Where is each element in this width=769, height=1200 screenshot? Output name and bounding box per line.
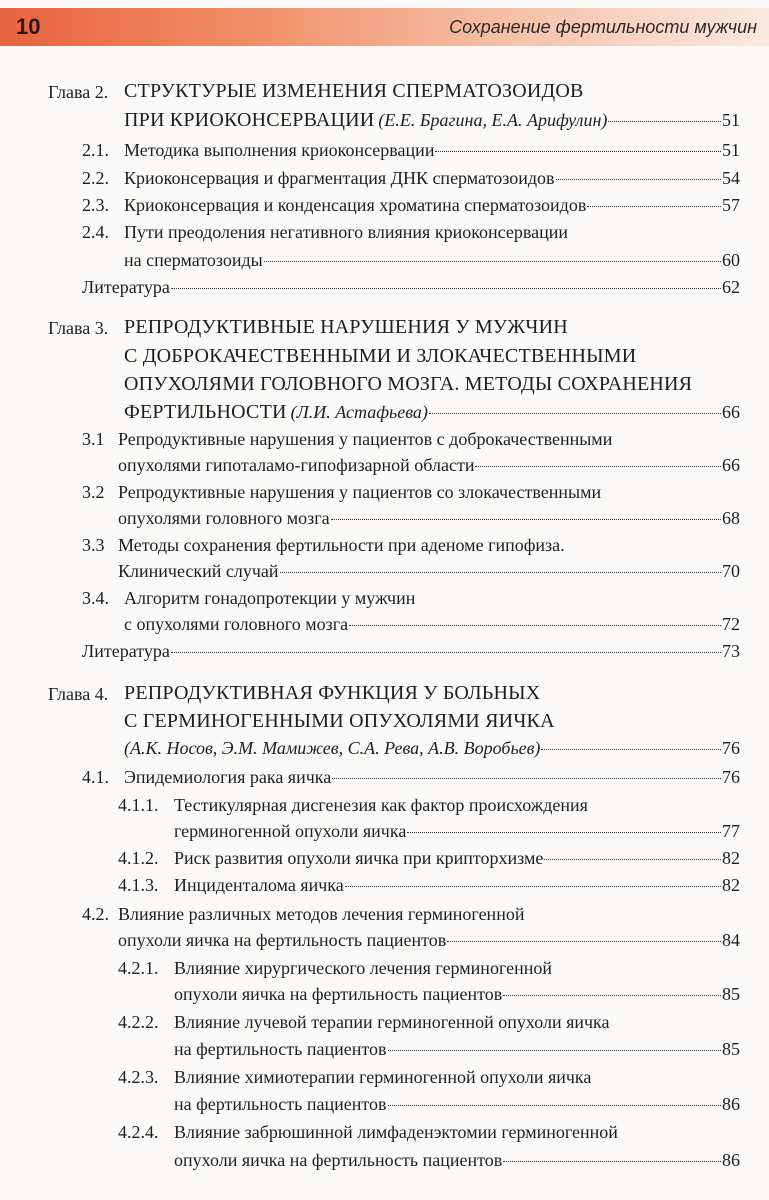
page-number: 10	[16, 14, 41, 39]
page-ref: 51	[722, 110, 740, 130]
chapter-3-authors: (Л.И. Астафьева)	[290, 402, 428, 422]
toc-entry-3-1-cont[interactable]: опухолями гипоталамо-гипофизарной области 66	[118, 455, 740, 475]
chapter-2-authors: (Е.Е. Брагина, Е.А. Арифулин)	[378, 110, 608, 130]
toc-entry-4-2-4-cont[interactable]: опухоли яичка на фертильность пациентов 86	[174, 1150, 740, 1170]
toc-entry-4-1-2[interactable]: 4.1.2. Риск развития опухоли яичка при крипторхизме 82	[118, 848, 740, 868]
chapter-2-title-line1[interactable]: СТРУКТУРЫЕ ИЗМЕНЕНИЯ СПЕРМАТОЗОИДОВ	[124, 80, 584, 102]
toc-entry-4-1-3[interactable]: 4.1.3. Инциденталома яичка 82	[118, 875, 740, 895]
toc-entry-2-2[interactable]: 2.2. Криоконсервация и фрагментация ДНК сперматозоидов 54	[82, 168, 740, 188]
toc-entry-3-3-cont[interactable]: Клинический случай 70	[118, 561, 740, 581]
toc-entry-4-2-3[interactable]: 4.2.3. Влияние химиотерапии герминогенной опухоли яичка	[118, 1067, 592, 1087]
toc-entry-4-2-cont[interactable]: опухоли яичка на фертильность пациентов 84	[118, 930, 740, 950]
chapter-4-authors: (А.К. Носов, Э.М. Мамижев, С.А. Рева, А.В. Воробьев)	[124, 738, 541, 758]
chapter-3-title-line1[interactable]: РЕПРОДУКТИВНЫЕ НАРУШЕНИЯ У МУЖЧИН	[124, 316, 568, 338]
chapter-2-label: Глава 2.	[48, 82, 109, 102]
toc-entry-ch3-literature[interactable]: Литература 73	[82, 641, 740, 661]
chapter-2-title-line2[interactable]: ПРИ КРИОКОНСЕРВАЦИИ (Е.Е. Брагина, Е.А. Арифулин) 51	[124, 109, 740, 131]
chapter-4-title-line2[interactable]: С ГЕРМИНОГЕННЫМИ ОПУХОЛЯМИ ЯИЧКА	[124, 710, 555, 732]
toc-entry-2-4[interactable]: 2.4. Пути преодоления негативного влияния криоконсервации	[82, 222, 569, 242]
toc-entry-4-2-3-cont[interactable]: на фертильность пациентов 86	[174, 1094, 740, 1114]
toc-entry-3-1[interactable]: 3.1 Репродуктивные нарушения у пациентов с доброкачественными	[82, 429, 613, 449]
chapter-3-title-line4[interactable]: ФЕРТИЛЬНОСТИ (Л.И. Астафьева) 66	[124, 401, 740, 423]
toc-entry-3-3[interactable]: 3.3 Методы сохранения фертильности при аденоме гипофиза.	[82, 535, 565, 555]
toc-entry-4-2[interactable]: 4.2. Влияние различных методов лечения герминогенной	[82, 904, 525, 924]
toc-entry-4-2-1-cont[interactable]: опухоли яичка на фертильность пациентов 85	[174, 984, 740, 1004]
toc-entry-3-4[interactable]: 3.4. Алгоритм гонадопротекции у мужчин	[82, 588, 416, 608]
toc-entry-3-4-cont[interactable]: с опухолями головного мозга 72	[124, 614, 740, 634]
toc-entry-4-2-2[interactable]: 4.2.2. Влияние лучевой терапии герминогенной опухоли яичка	[118, 1012, 610, 1032]
chapter-3-label: Глава 3.	[48, 318, 109, 338]
toc-entry-ch2-literature[interactable]: Литература 62	[82, 277, 740, 297]
dot-leader	[608, 121, 721, 122]
chapter-3-title-line3[interactable]: ОПУХОЛЯМИ ГОЛОВНОГО МОЗГА. МЕТОДЫ СОХРАНЕНИЯ	[124, 373, 693, 395]
toc-entry-2-3[interactable]: 2.3. Криоконсервация и конденсация хроматина сперматозоидов 57	[82, 195, 740, 215]
chapter-4-authors-line[interactable]: (А.К. Носов, Э.М. Мамижев, С.А. Рева, А.В. Воробьев) 76	[124, 738, 740, 758]
toc-entry-4-2-1[interactable]: 4.2.1. Влияние хирургического лечения герминогенной	[118, 958, 552, 978]
toc-entry-2-4-cont[interactable]: на сперматозоиды 60	[124, 250, 740, 270]
chapter-4-label: Глава 4.	[48, 684, 109, 704]
toc-entry-4-2-4[interactable]: 4.2.4. Влияние забрюшинной лимфаденэктомии герминогенной	[118, 1122, 618, 1142]
toc-entry-3-2-cont[interactable]: опухолями головного мозга 68	[118, 508, 740, 528]
chapter-3-title-line2[interactable]: С ДОБРОКАЧЕСТВЕННЫМИ И ЗЛОКАЧЕСТВЕННЫМИ	[124, 345, 637, 367]
toc-entry-4-1[interactable]: 4.1. Эпидемиология рака яичка 76	[82, 767, 740, 787]
toc-entry-2-1[interactable]: 2.1. Методика выполнения криоконсервации 51	[82, 140, 740, 160]
toc-entry-4-2-2-cont[interactable]: на фертильность пациентов 85	[174, 1039, 740, 1059]
running-title: Сохранение фертильности мужчин	[449, 17, 757, 37]
chapter-4-title-line1[interactable]: РЕПРОДУКТИВНАЯ ФУНКЦИЯ У БОЛЬНЫХ	[124, 682, 541, 704]
toc-entry-4-1-1[interactable]: 4.1.1. Тестикулярная дисгенезия как фактор происхождения	[118, 795, 588, 815]
toc-entry-3-2[interactable]: 3.2 Репродуктивные нарушения у пациентов со злокачественными	[82, 482, 602, 502]
toc-entry-4-1-1-cont[interactable]: герминогенной опухоли яичка 77	[174, 821, 740, 841]
